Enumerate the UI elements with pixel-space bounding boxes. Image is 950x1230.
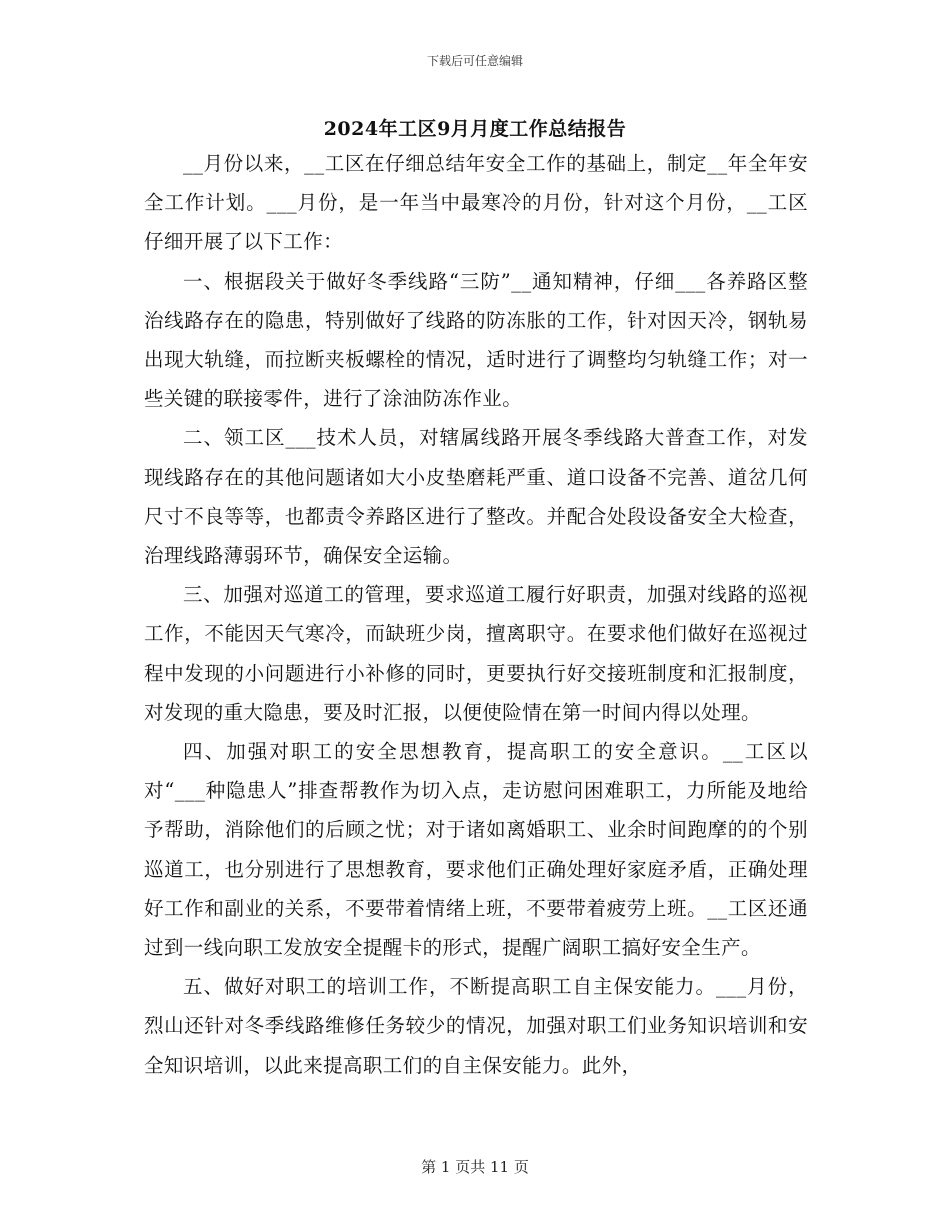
document-title: 2024年工区9月月度工作总结报告 bbox=[323, 118, 627, 140]
page-footer: 第 1 页共 11 页 bbox=[421, 1158, 529, 1176]
paragraph-1: 一、根据段关于做好冬季线路“三防”__通知精神，仔细___各养路区整治线路存在的隐患，特别做好了线路的防冻胀的工作，针对因天冷，钢轨易出现大轨缝，而拉断夹板螺栓的情况，适时进行了调整均匀轨缝工作；对一些关键的联接零件，进行了涂油防冻作业。 bbox=[144, 269, 808, 411]
paragraph-3: 三、加强对巡道工的管理，要求巡道工履行好职责，加强对线路的巡视工作，不能因天气寒冷，而缺班少岗，擅离职守。在要求他们做好在巡视过程中发现的小问题进行小补修的同时，更要执行好交接班制度和汇报制度，对发现的重大隐患，要及时汇报，以便使险情在第一时间内得以处理。 bbox=[144, 583, 808, 724]
paragraph-5: 五、做好对职工的培训工作，不断提高职工自主保安能力。___月份，烈山还针对冬季线路维修任务较少的情况，加强对职工们业务知识培训和安全知识培训，以此来提高职工们的自主保安能力。此外， bbox=[144, 975, 808, 1077]
header-note: 下载后可任意编辑 bbox=[426, 54, 523, 68]
paragraph-intro: __月份以来，__工区在仔细总结年安全工作的基础上，制定__年全年安全工作计划。___月份，是一年当中最寒冷的月份，针对这个月份，__工区仔细开展了以下工作： bbox=[144, 152, 808, 254]
document-body bbox=[144, 144, 808, 1085]
paragraph-4: 四、加强对职工的安全思想教育，提高职工的安全意识。__工区以对“___种隐患人”排查帮教作为切入点，走访慰问困难职工，力所能及地给予帮助，消除他们的后顾之忧；对于诸如离婚职工、业余时间跑摩的的个别巡道工，也分别进行了思想教育，要求他们正确处理好家庭矛盾，正确处理好工作和副业的关系，不要带着情绪上班，不要带着疲劳上班。__工区还通过到一线向职工发放安全提醒卡的形式，提醒广阔职工搞好安全生产。 bbox=[144, 740, 808, 960]
paragraph-2: 二、领工区___技术人员，对辖属线路开展冬季线路大普查工作，对发现线路存在的其他问题诸如大小皮垫磨耗严重、道口设备不完善、道岔几何尺寸不良等等，也都责令养路区进行了整改。并配合处段设备安全大检查，治理线路薄弱环节，确保安全运输。 bbox=[144, 426, 808, 568]
